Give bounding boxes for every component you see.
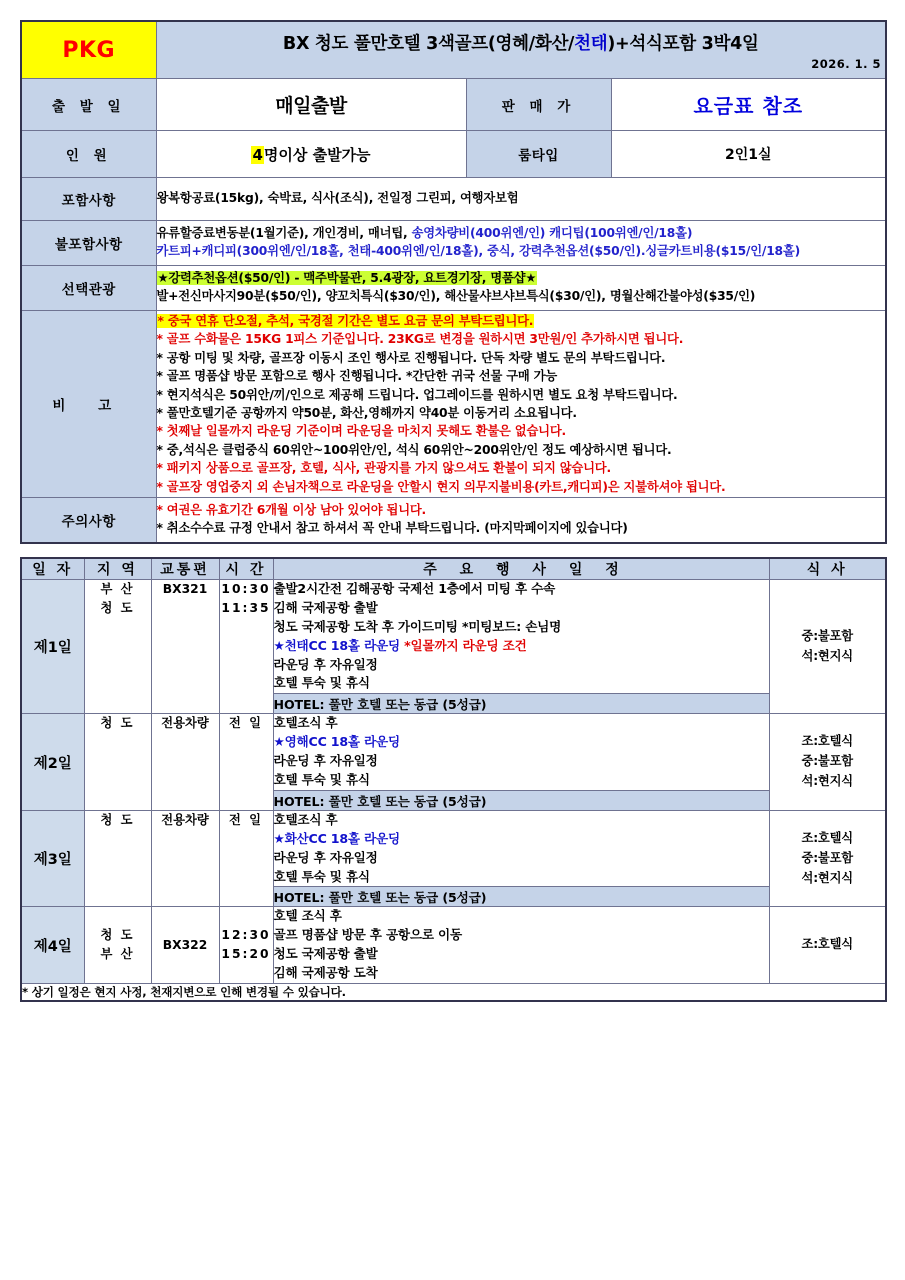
included-line-1: 왕복항공료(15kg), 숙박료, 식사(조식), 전일정 그린피, 여행자보험 bbox=[156, 191, 519, 206]
excluded-line-1-blue: 송영차량비(400위엔/인) 캐디팁(100위엔/인/18홀) bbox=[411, 226, 693, 241]
itinerary-schedule bbox=[273, 580, 769, 694]
schedule-text: 라운딩 후 자유일정 bbox=[273, 753, 378, 769]
excluded-label: 불포함사항 bbox=[21, 221, 156, 266]
itinerary-schedule-line bbox=[274, 964, 769, 983]
remarks-row bbox=[21, 311, 886, 498]
itinerary-schedule-line bbox=[274, 714, 769, 733]
title-prefix: BX 청도 풀만호텔 3색골프(영혜/화산/ bbox=[282, 33, 575, 54]
header-row bbox=[21, 21, 886, 79]
itinerary-column-header-6: 식 사 bbox=[769, 558, 886, 580]
itinerary-region-line: 청 도 bbox=[100, 928, 135, 943]
itinerary-schedule-line bbox=[274, 752, 769, 771]
remarks-line-7: * 첫째날 일몰까지 라운딩 기준이며 라운딩을 마치지 못해도 환불은 없습니다. bbox=[156, 424, 566, 439]
itinerary-footnote: * 상기 일정은 현지 사정, 천재지변으로 인해 변경될 수 있습니다. bbox=[21, 984, 886, 1002]
itinerary-schedule-line bbox=[274, 945, 769, 964]
itinerary-day-row bbox=[21, 714, 886, 791]
departure-label: 출 발 일 bbox=[21, 79, 156, 131]
itinerary-meals bbox=[769, 907, 886, 984]
itinerary-meal-line: 석:현지식 bbox=[801, 648, 853, 663]
people-count: 4 bbox=[252, 145, 263, 164]
itinerary-meal-line: 중:불포함 bbox=[801, 754, 853, 769]
remarks-line-9: * 패키지 상품으로 골프장, 호텔, 식사, 관광지를 가지 않으셔도 환불이 되지 않습니다. bbox=[156, 461, 611, 476]
remarks-line-5: * 현지석식은 50위안/끼/인으로 제공해 드립니다. 업그레이드를 원하시면 별도 요청 부탁드립니다. bbox=[156, 387, 678, 402]
itinerary-table bbox=[20, 557, 887, 1002]
itinerary-schedule bbox=[273, 714, 769, 791]
schedule-text: 청도 국제공항 도착 후 가이드미팅 *미팅보드: 손님명 bbox=[273, 618, 562, 634]
itinerary-transport bbox=[151, 810, 219, 907]
excluded-line-1-black: 유류할증료변동분(1월기준), 개인경비, 매너팁, bbox=[156, 226, 412, 241]
itinerary-meal-line: 조:호텔식 bbox=[801, 937, 853, 952]
schedule-text: 김해 국제공항 도착 bbox=[273, 965, 378, 981]
itinerary-schedule-line bbox=[274, 868, 769, 887]
schedule-note: *일몰까지 라운딩 조건 bbox=[404, 637, 527, 653]
itinerary-schedule bbox=[273, 810, 769, 887]
schedule-text: 호텔 투숙 및 휴식 bbox=[273, 675, 370, 691]
room-value: 2인1실 bbox=[611, 131, 886, 178]
itinerary-schedule-line bbox=[274, 907, 769, 926]
itinerary-transport bbox=[151, 714, 219, 811]
itinerary-region bbox=[84, 580, 151, 714]
itinerary-day-row bbox=[21, 810, 886, 887]
itinerary-meal-line: 조:호텔식 bbox=[801, 830, 853, 845]
itinerary-column-header-3: 교통편 bbox=[151, 558, 219, 580]
itinerary-schedule-line bbox=[274, 733, 769, 752]
itinerary-region bbox=[84, 907, 151, 984]
schedule-text: 호텔 투숙 및 휴식 bbox=[273, 772, 370, 788]
itinerary-column-header-1: 일 자 bbox=[21, 558, 84, 580]
itinerary-schedule bbox=[273, 907, 769, 984]
included-value bbox=[156, 178, 886, 221]
cautions-label: 주의사항 bbox=[21, 498, 156, 544]
itinerary-day-label: 제2일 bbox=[21, 714, 84, 811]
remarks-line-8: * 중,석식은 클럽중식 60위안~100위안/인, 석식 60위안~200위안/인 정도 예상하시면 됩니다. bbox=[156, 442, 672, 457]
schedule-text: 김해 국제공항 출발 bbox=[273, 599, 378, 615]
itinerary-meal-line: 중:불포함 bbox=[801, 850, 853, 865]
remarks-line-1-highlight: * 중국 연휴 단오절, 추석, 국경절 기간은 별도 요금 문의 부탁드립니다. bbox=[157, 313, 534, 328]
itinerary-meal-line: 조:호텔식 bbox=[801, 734, 853, 749]
itinerary-schedule-line bbox=[274, 618, 769, 637]
itinerary-hotel: HOTEL: 풀만 호텔 또는 동급 (5성급) bbox=[273, 887, 769, 907]
schedule-text: 라운딩 후 자유일정 bbox=[273, 656, 378, 672]
schedule-text: 라운딩 후 자유일정 bbox=[273, 849, 378, 865]
itinerary-schedule-line bbox=[274, 926, 769, 945]
itinerary-transport-line: BX321 bbox=[162, 582, 208, 596]
itinerary-schedule-line bbox=[274, 656, 769, 675]
itinerary-time-line: 12:30 bbox=[221, 928, 271, 943]
itinerary-column-header-5: 주 요 행 사 일 정 bbox=[273, 558, 769, 580]
schedule-text: 호텔조식 후 bbox=[273, 811, 338, 827]
itinerary-header-row bbox=[21, 558, 886, 580]
itinerary-day-label: 제3일 bbox=[21, 810, 84, 907]
itinerary-column-header-2: 지 역 bbox=[84, 558, 151, 580]
remarks-line-3: * 공항 미팅 및 차량, 골프장 이동시 조인 행사로 진행됩니다. 단독 차량 별도 문의 부탁드립니다. bbox=[156, 350, 666, 365]
itinerary-day-row bbox=[21, 580, 886, 694]
itinerary-schedule-line bbox=[274, 830, 769, 849]
schedule-text: 청도 국제공항 출발 bbox=[273, 946, 378, 962]
itinerary-region bbox=[84, 810, 151, 907]
itinerary-day-label: 제1일 bbox=[21, 580, 84, 714]
itinerary-footnote-row bbox=[21, 984, 886, 1002]
cautions-value bbox=[156, 498, 886, 544]
itinerary-section bbox=[20, 557, 885, 1002]
product-title bbox=[157, 30, 886, 55]
itinerary-meals bbox=[769, 580, 886, 714]
schedule-text: ★화산CC 18홀 라운딩 bbox=[273, 830, 400, 846]
itinerary-meal-line: 석:현지식 bbox=[801, 870, 853, 885]
departure-row bbox=[21, 79, 886, 131]
people-row bbox=[21, 131, 886, 178]
included-label: 포함사항 bbox=[21, 178, 156, 221]
itinerary-region-line: 청 도 bbox=[100, 601, 135, 616]
schedule-text: 호텔 투숙 및 휴식 bbox=[273, 868, 370, 884]
cautions-row bbox=[21, 498, 886, 544]
remarks-value bbox=[156, 311, 886, 498]
itinerary-region bbox=[84, 714, 151, 811]
itinerary-region-line: 부 산 bbox=[100, 947, 135, 962]
itinerary-meals bbox=[769, 714, 886, 811]
cautions-line-1: * 여권은 유효기간 6개월 이상 남아 있어야 됩니다. bbox=[156, 503, 427, 518]
pkg-badge: PKG bbox=[21, 21, 156, 79]
itinerary-hotel: HOTEL: 풀만 호텔 또는 동급 (5성급) bbox=[273, 790, 769, 810]
schedule-text: 호텔 조식 후 bbox=[273, 908, 342, 924]
remarks-line-2: * 골프 수화물은 15KG 1피스 기준입니다. 23KG로 변경을 원하시면 3만원/인 추가하시면 됩니다. bbox=[156, 332, 684, 347]
itinerary-column-header-4: 시 간 bbox=[219, 558, 273, 580]
optional-line-1 bbox=[157, 270, 886, 288]
departure-value: 매일출발 bbox=[156, 79, 466, 131]
itinerary-transport-line: 전용차량 bbox=[161, 716, 209, 731]
people-value bbox=[156, 131, 466, 178]
itinerary-time bbox=[219, 580, 273, 714]
itinerary-schedule-line bbox=[274, 637, 769, 656]
schedule-text: 호텔조식 후 bbox=[273, 715, 338, 731]
people-value-rest: 명이상 출발가능 bbox=[263, 145, 371, 164]
itinerary-time-line: 15:20 bbox=[221, 947, 271, 962]
itinerary-day-row bbox=[21, 907, 886, 984]
itinerary-region-line: 청 도 bbox=[100, 812, 135, 827]
remarks-line-1 bbox=[157, 312, 886, 330]
itinerary-schedule-line bbox=[274, 580, 769, 599]
remarks-line-6: * 풀만호텔기준 공항까지 약50분, 화산,영해까지 약40분 이동거리 소요됩니다. bbox=[156, 406, 577, 420]
title-suffix: )+석식포함 3박4일 bbox=[607, 33, 759, 54]
itinerary-time bbox=[219, 714, 273, 811]
product-info-table bbox=[20, 20, 887, 544]
schedule-text: 골프 명품샵 방문 후 공항으로 이동 bbox=[273, 927, 462, 943]
remarks-line-4: * 골프 명품샵 방문 포함으로 행사 진행됩니다. *간단한 귀국 선물 구매 가능 bbox=[156, 369, 558, 384]
itinerary-time bbox=[219, 907, 273, 984]
itinerary-time bbox=[219, 810, 273, 907]
itinerary-transport-line: BX322 bbox=[162, 937, 208, 952]
itinerary-meals bbox=[769, 810, 886, 907]
itinerary-meal-line: 중:불포함 bbox=[801, 628, 853, 643]
price-label: 판 매 가 bbox=[466, 79, 611, 131]
optional-line-2: 발+전신마사지90분($50/인), 양꼬치특식($30/인), 해산물샤브샤브특식($30/인), 명월산해간불야성($35/인) bbox=[156, 289, 756, 303]
itinerary-transport-line: 전용차량 bbox=[161, 812, 209, 827]
optional-line-1-text: ★강력추천옵션($50/인) - 맥주박물관, 5.4광장, 요트경기장, 명품샵★ bbox=[157, 271, 537, 286]
remarks-line-10: * 골프장 영업중지 외 손님자책으로 라운딩을 안할시 현지 의무지불비용(카트,캐디피)은 지불하셔야 됩니다. bbox=[156, 479, 726, 494]
itinerary-transport bbox=[151, 907, 219, 984]
cautions-line-2: * 취소수수료 규정 안내서 참고 하셔서 꼭 안내 부탁드립니다. (마지막페이지에 있습니다) bbox=[156, 521, 628, 535]
itinerary-transport bbox=[151, 580, 219, 714]
itinerary-time-line: 전 일 bbox=[228, 716, 264, 731]
room-label: 룸타입 bbox=[466, 131, 611, 178]
people-label: 인 원 bbox=[21, 131, 156, 178]
schedule-text: 출발2시간전 김해공항 국제선 1층에서 미팅 후 수속 bbox=[273, 581, 556, 596]
schedule-text: ★천태CC 18홀 라운딩 bbox=[273, 637, 405, 653]
itinerary-region-line: 청 도 bbox=[100, 716, 135, 731]
itinerary-meal-line: 석:현지식 bbox=[801, 774, 853, 789]
excluded-value bbox=[156, 221, 886, 266]
title-highlight: 천태 bbox=[574, 33, 608, 54]
itinerary-schedule-line bbox=[274, 674, 769, 693]
itinerary-schedule-line bbox=[274, 811, 769, 830]
itinerary-hotel: HOTEL: 풀만 호텔 또는 동급 (5성급) bbox=[273, 694, 769, 714]
product-title-cell bbox=[156, 21, 886, 79]
itinerary-schedule-line bbox=[274, 849, 769, 868]
price-value: 요금표 참조 bbox=[611, 79, 886, 131]
optional-label: 선택관광 bbox=[21, 266, 156, 311]
quote-date: 2026. 1. 5 bbox=[811, 56, 882, 71]
excluded-line-2: 카트피+캐디피(300위엔/인/18홀, 천태-400위엔/인/18홀), 중식, 강력추천옵션($50/인).싱글카트비용($15/인/18홀) bbox=[156, 244, 801, 258]
optional-value bbox=[156, 266, 886, 311]
itinerary-day-label: 제4일 bbox=[21, 907, 84, 984]
included-row bbox=[21, 178, 886, 221]
itinerary-schedule-line bbox=[274, 771, 769, 790]
itinerary-time-line: 10:30 bbox=[221, 582, 271, 596]
excluded-line-1 bbox=[157, 225, 886, 243]
itinerary-region-line: 부 산 bbox=[100, 582, 135, 596]
optional-row bbox=[21, 266, 886, 311]
itinerary-time-line: 전 일 bbox=[228, 812, 264, 827]
excluded-row bbox=[21, 221, 886, 266]
remarks-label: 비 고 bbox=[21, 311, 156, 498]
schedule-text: ★영해CC 18홀 라운딩 bbox=[273, 734, 400, 750]
itinerary-schedule-line bbox=[274, 599, 769, 618]
itinerary-time-line: 11:35 bbox=[221, 601, 271, 616]
